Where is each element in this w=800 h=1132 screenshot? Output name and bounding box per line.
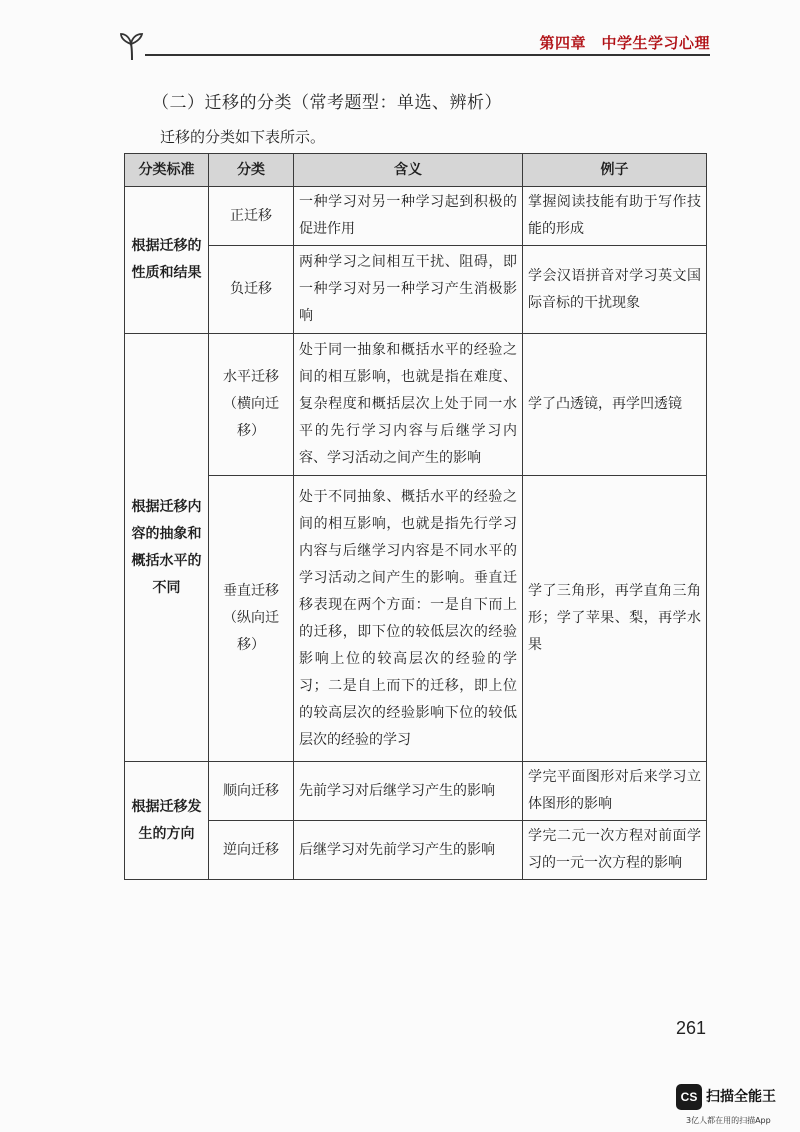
table-row [125, 762, 707, 821]
category-alt-name: （横向迁移） [223, 396, 279, 439]
example-cell: 学完二元一次方程对前面学习的一元一次方程的影响 [523, 821, 707, 880]
meaning-cell: 处于同一抽象和概括水平的经验之间的相互影响，也就是指在难度、复杂程度和概括层次上处于同一水平的先行学习内容与后继学习内容、学习活动之间产生的影响 [294, 334, 523, 476]
table-header-row [125, 154, 707, 187]
example-cell: 学了凸透镜，再学凹透镜 [523, 334, 707, 476]
category-alt-name: （纵向迁移） [223, 610, 279, 653]
category-name: 水平迁移 [223, 369, 279, 385]
table-row [125, 476, 707, 762]
category-name: 垂直迁移 [223, 583, 279, 599]
category-cell [209, 334, 294, 476]
category-cell: 顺向迁移 [209, 762, 294, 821]
section-title: （二）迁移的分类（常考题型：单选、辨析） [152, 93, 502, 113]
category-cell [209, 476, 294, 762]
header-standard: 分类标准 [125, 154, 209, 187]
chapter-title: 第四章 中学生学习心理 [531, 32, 710, 53]
header-rule [145, 54, 710, 56]
standard-cell: 根据迁移内容的抽象和概括水平的不同 [125, 334, 209, 762]
table-row [125, 187, 707, 246]
example-cell: 学完平面图形对后来学习立体图形的影响 [523, 762, 707, 821]
scanner-watermark [676, 1084, 796, 1124]
meaning-cell: 一种学习对另一种学习起到积极的促进作用 [294, 187, 523, 246]
header-meaning: 含义 [294, 154, 523, 187]
meaning-cell: 先前学习对后继学习产生的影响 [294, 762, 523, 821]
page-header [115, 30, 710, 64]
standard-cell: 根据迁移的性质和结果 [125, 187, 209, 334]
example-cell: 学了三角形，再学直角三角形；学了苹果、梨，再学水果 [523, 476, 707, 762]
sprout-icon [115, 30, 149, 64]
table-row [125, 246, 707, 334]
scanner-app-name: 扫描全能王 [706, 1089, 776, 1105]
category-cell: 逆向迁移 [209, 821, 294, 880]
meaning-cell: 两种学习之间相互干扰、阻碍，即一种学习对另一种学习产生消极影响 [294, 246, 523, 334]
page-number: 261 [676, 1018, 707, 1038]
header-example: 例子 [523, 154, 707, 187]
scanner-tagline: 3亿人都在用的扫描App [686, 1116, 771, 1125]
category-cell: 正迁移 [209, 187, 294, 246]
table-row [125, 334, 707, 476]
example-cell: 掌握阅读技能有助于写作技能的形成 [523, 187, 707, 246]
intro-text: 迁移的分类如下表所示。 [160, 128, 326, 146]
meaning-cell: 处于不同抽象、概括水平的经验之间的相互影响，也就是指先行学习内容与后继学习内容是不同水平的学习活动之间产生的影响。垂直迁移表现在两个方面：一是自下而上的迁移，即下位的较低层次的经验影响上位的较高层次的经验的学习；二是自上而下的迁移，即上位的较高层次的经验影响下位的较低层次的经验的学习 [294, 476, 523, 762]
standard-cell: 根据迁移发生的方向 [125, 762, 209, 880]
header-category: 分类 [209, 154, 294, 187]
camscanner-logo-icon: CS [676, 1084, 702, 1110]
transfer-classification-table [124, 153, 707, 880]
example-cell: 学会汉语拼音对学习英文国际音标的干扰现象 [523, 246, 707, 334]
table-row [125, 821, 707, 880]
meaning-cell: 后继学习对先前学习产生的影响 [294, 821, 523, 880]
category-cell: 负迁移 [209, 246, 294, 334]
